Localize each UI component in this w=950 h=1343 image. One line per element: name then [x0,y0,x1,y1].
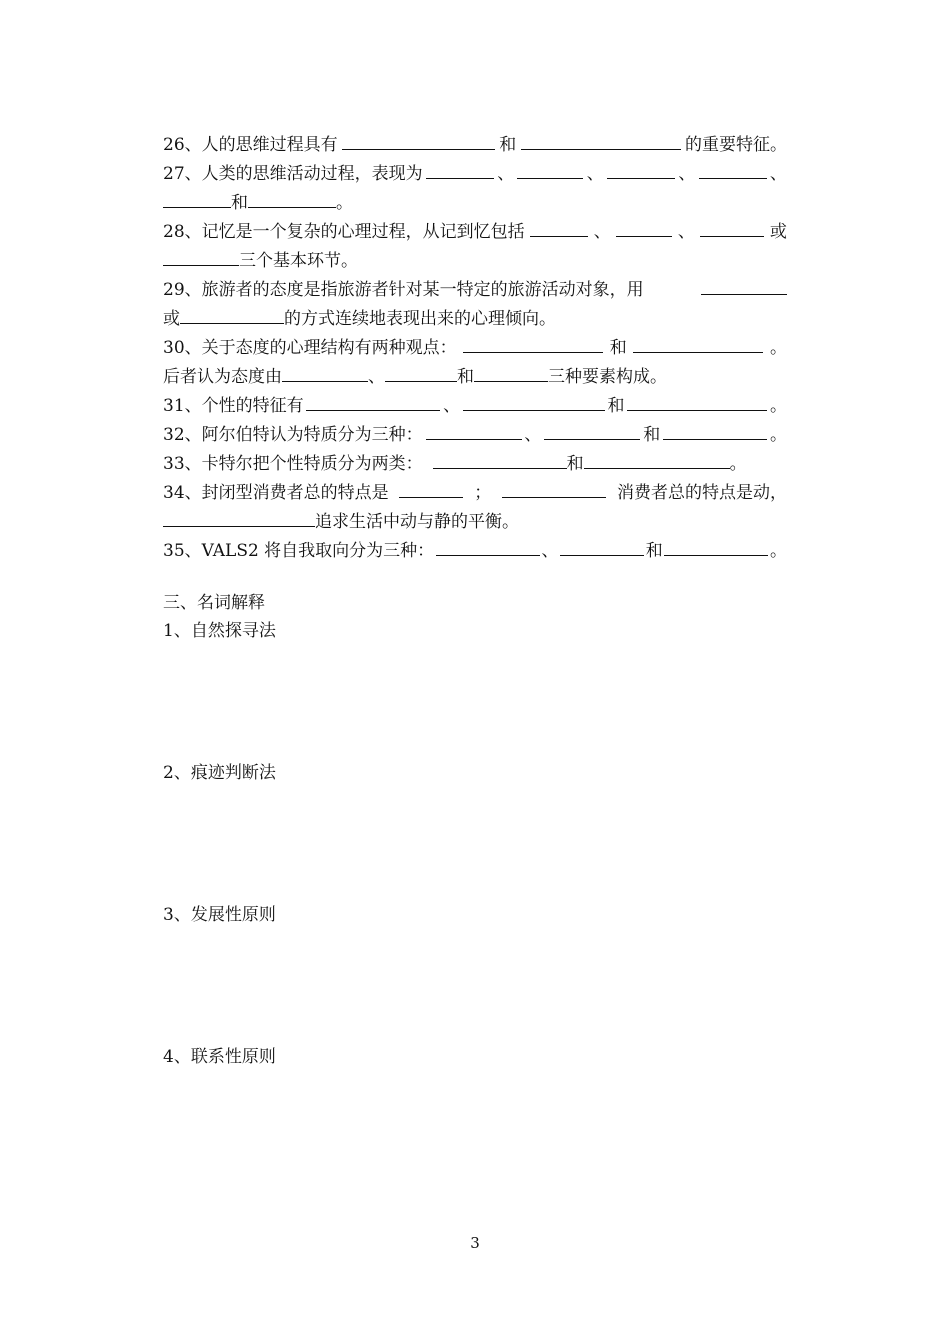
answer-blank[interactable] [436,539,540,556]
answer-blank[interactable] [584,452,730,469]
answer-blank[interactable] [474,365,548,382]
answer-blank[interactable] [699,162,767,179]
question-text: 32、阿尔伯特认为特质分为三种： [163,425,423,445]
answer-blank[interactable] [616,220,672,237]
question-text: 33、卡特尔把个性特质分为两类： [163,454,423,474]
answer-blank[interactable] [248,191,336,208]
answer-blank[interactable] [163,510,315,527]
question-27-line-1 [163,161,787,187]
question-text: 和 [643,425,661,445]
answer-blank[interactable] [426,162,494,179]
question-text: 三种要素构成。 [548,367,667,387]
answer-blank[interactable] [560,539,644,556]
answer-blank[interactable] [342,133,495,150]
answer-blank[interactable] [163,249,239,266]
question-text: 35、VALS2 将自我取向分为三种： [163,541,435,561]
term-3: 3、发展性原则 [163,905,276,925]
answer-blank[interactable] [701,278,787,295]
question-text: 、 [368,367,385,387]
answer-blank[interactable] [399,481,463,498]
answer-blank[interactable] [502,481,606,498]
question-34-line-2 [163,509,787,535]
question-32 [163,422,787,448]
answer-blank[interactable] [463,394,605,411]
question-text: 、 [524,425,542,445]
question-31 [163,393,787,419]
question-text: 、 [593,222,611,242]
question-29-line-2 [163,306,787,332]
question-text: 30、关于态度的心理结构有两种观点： [163,338,457,358]
question-text: 的方式连续地表现出来的心理倾向。 [284,309,556,329]
answer-blank[interactable] [521,133,681,150]
question-text: 29、旅游者的态度是指旅游者针对某一特定的旅游活动对象，用 [163,280,644,300]
answer-blank[interactable] [663,423,767,440]
term-2: 2、痕迹判断法 [163,763,276,783]
question-text: 或 [769,222,787,242]
question-29-line-1 [163,277,787,303]
question-27-line-2 [163,190,787,216]
question-text: 。 [769,338,787,358]
question-text: 或 [163,309,180,329]
answer-blank[interactable] [607,162,675,179]
question-text: 、 [769,164,787,184]
page-number: 3 [470,1234,480,1252]
question-text: 和 [231,193,248,213]
question-text: 和 [457,367,474,387]
question-text: 。 [769,425,787,445]
answer-blank[interactable] [426,423,522,440]
question-text: 。 [336,193,353,213]
answer-blank[interactable] [544,423,640,440]
answer-blank[interactable] [180,307,284,324]
question-text: 26、人的思维过程具有 [163,135,338,155]
answer-blank[interactable] [700,220,764,237]
question-text: 和 [609,338,627,358]
question-text: 和 [607,396,625,416]
question-text: 后者认为态度由 [163,367,282,387]
term-4: 4、联系性原则 [163,1047,276,1067]
answer-blank[interactable] [627,394,767,411]
question-34-line-1 [163,480,787,506]
question-28-line-2 [163,248,787,274]
answer-blank[interactable] [530,220,588,237]
question-text: 34、封闭型消费者总的特点是 [163,483,389,503]
question-28-line-1 [163,219,787,245]
question-30-line-2 [163,364,787,390]
question-26 [163,132,787,158]
answer-blank[interactable] [463,336,603,353]
answer-blank[interactable] [664,539,768,556]
section-heading: 三、名词解释 [163,593,265,613]
question-text: 的重要特征。 [684,135,787,155]
answer-blank[interactable] [517,162,583,179]
answer-blank[interactable] [385,365,457,382]
question-text: 、 [677,222,695,242]
question-text: 三个基本环节。 [239,251,358,271]
question-text: 、 [443,396,461,416]
question-text: ； [474,483,492,503]
question-30-line-1 [163,335,787,361]
answer-blank[interactable] [433,452,567,469]
answer-blank[interactable] [163,191,231,208]
question-text: 、 [586,164,604,184]
question-text: 消费者总的特点是动， [616,483,787,503]
question-text: 、 [497,164,515,184]
question-text: 、 [541,541,559,561]
question-text: 和 [499,135,517,155]
question-text: 31、个性的特征有 [163,396,304,416]
question-text: 28、记忆是一个复杂的心理过程，从记到忆包括 [163,222,525,242]
question-text: 。 [729,454,747,474]
question-text: 27、人类的思维活动过程，表现为 [163,164,423,184]
question-text: 。 [769,396,787,416]
question-text: 和 [566,454,584,474]
question-text: 和 [645,541,663,561]
answer-blank[interactable] [306,394,440,411]
answer-blank[interactable] [282,365,368,382]
question-text: 、 [678,164,696,184]
question-text: 追求生活中动与静的平衡。 [315,512,519,532]
term-1: 1、自然探寻法 [163,621,276,641]
question-35 [163,538,787,564]
question-text: 。 [769,541,787,561]
question-33 [163,451,787,477]
answer-blank[interactable] [633,336,763,353]
